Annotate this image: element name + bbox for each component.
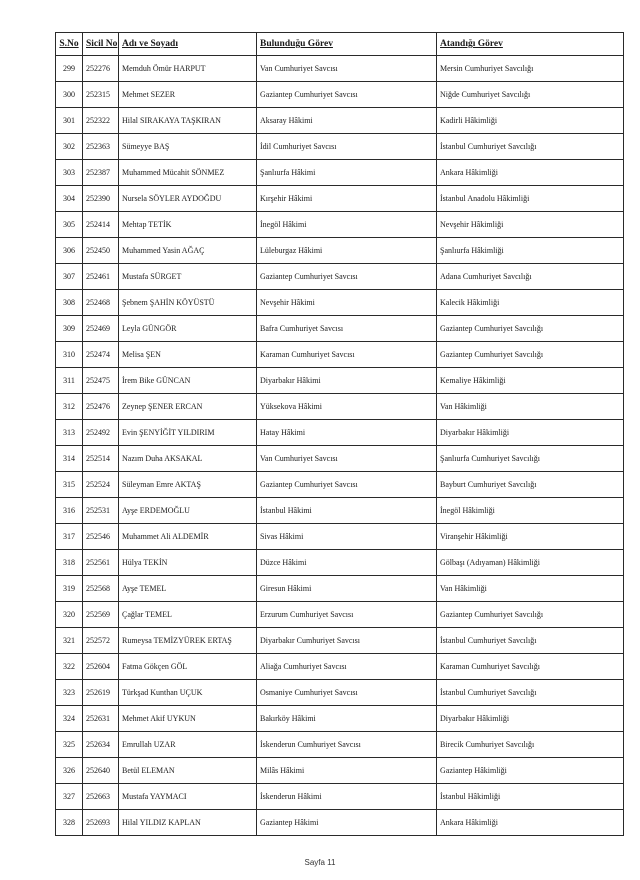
cell-sicil-no: 252546 [83, 524, 119, 550]
cell-sno: 318 [56, 550, 83, 576]
cell-sno: 311 [56, 368, 83, 394]
cell-name: Rumeysa TEMİZYÜREK ERTAŞ [119, 628, 257, 654]
cell-current-post: İdil Cumhuriyet Savcısı [257, 134, 437, 160]
cell-assigned-post: Diyarbakır Hâkimliği [437, 706, 624, 732]
cell-current-post: Gaziantep Cumhuriyet Savcısı [257, 82, 437, 108]
cell-assigned-post: Gaziantep Cumhuriyet Savcılığı [437, 342, 624, 368]
cell-name: Mehtap TETİK [119, 212, 257, 238]
cell-assigned-post: Adana Cumhuriyet Savcılığı [437, 264, 624, 290]
cell-assigned-post: İstanbul Hâkimliği [437, 784, 624, 810]
table-row [56, 654, 624, 680]
page-number: Sayfa 11 [304, 858, 336, 867]
table-row [56, 472, 624, 498]
cell-name: Hilal YILDIZ KAPLAN [119, 810, 257, 836]
cell-sicil-no: 252663 [83, 784, 119, 810]
cell-sno: 302 [56, 134, 83, 160]
cell-name: İrem Bike GÜNCAN [119, 368, 257, 394]
cell-assigned-post: Viranşehir Hâkimliği [437, 524, 624, 550]
table-row [56, 82, 624, 108]
cell-current-post: Hatay Hâkimi [257, 420, 437, 446]
cell-assigned-post: Gaziantep Hâkimliği [437, 758, 624, 784]
cell-name: Zeynep ŞENER ERCAN [119, 394, 257, 420]
cell-name: Mustafa SÜRGET [119, 264, 257, 290]
cell-assigned-post: Birecik Cumhuriyet Savcılığı [437, 732, 624, 758]
cell-assigned-post: Karaman Cumhuriyet Savcılığı [437, 654, 624, 680]
cell-sicil-no: 252387 [83, 160, 119, 186]
table-row [56, 810, 624, 836]
table-row [56, 628, 624, 654]
cell-name: Mehmet SEZER [119, 82, 257, 108]
table-row [56, 108, 624, 134]
cell-sicil-no: 252524 [83, 472, 119, 498]
cell-sicil-no: 252469 [83, 316, 119, 342]
cell-name: Leyla GÜNGÖR [119, 316, 257, 342]
cell-sno: 320 [56, 602, 83, 628]
cell-sno: 306 [56, 238, 83, 264]
cell-assigned-post: Kemaliye Hâkimliği [437, 368, 624, 394]
table-row [56, 758, 624, 784]
table-row [56, 576, 624, 602]
cell-current-post: Aksaray Hâkimi [257, 108, 437, 134]
header-name: Adı ve Soyadı [119, 33, 257, 56]
cell-sicil-no: 252450 [83, 238, 119, 264]
cell-assigned-post: Bayburt Cumhuriyet Savcılığı [437, 472, 624, 498]
cell-current-post: Giresun Hâkimi [257, 576, 437, 602]
table-row [56, 238, 624, 264]
cell-current-post: Gaziantep Hâkimi [257, 810, 437, 836]
cell-assigned-post: Şanlıurfa Cumhuriyet Savcılığı [437, 446, 624, 472]
cell-current-post: Van Cumhuriyet Savcısı [257, 56, 437, 82]
cell-sno: 305 [56, 212, 83, 238]
cell-assigned-post: Şanlıurfa Hâkimliği [437, 238, 624, 264]
cell-name: Melisa ŞEN [119, 342, 257, 368]
cell-sno: 328 [56, 810, 83, 836]
cell-assigned-post: Ankara Hâkimliği [437, 810, 624, 836]
table-row [56, 56, 624, 82]
header-row [56, 33, 624, 56]
cell-current-post: Bafra Cumhuriyet Savcısı [257, 316, 437, 342]
header-sno: S.No [56, 33, 83, 56]
cell-current-post: Diyarbakır Hâkimi [257, 368, 437, 394]
cell-current-post: Diyarbakır Cumhuriyet Savcısı [257, 628, 437, 654]
cell-sicil-no: 252561 [83, 550, 119, 576]
cell-current-post: Yüksekova Hâkimi [257, 394, 437, 420]
cell-current-post: Van Cumhuriyet Savcısı [257, 446, 437, 472]
cell-assigned-post: Van Hâkimliği [437, 576, 624, 602]
cell-sno: 303 [56, 160, 83, 186]
cell-sicil-no: 252572 [83, 628, 119, 654]
cell-sno: 326 [56, 758, 83, 784]
cell-assigned-post: Nevşehir Hâkimliği [437, 212, 624, 238]
cell-sno: 308 [56, 290, 83, 316]
table-row [56, 394, 624, 420]
cell-sno: 322 [56, 654, 83, 680]
cell-sno: 314 [56, 446, 83, 472]
cell-current-post: Nevşehir Hâkimi [257, 290, 437, 316]
cell-current-post: Lüleburgaz Hâkimi [257, 238, 437, 264]
table-row [56, 550, 624, 576]
cell-name: Hülya TEKİN [119, 550, 257, 576]
cell-sno: 307 [56, 264, 83, 290]
cell-name: Mustafa YAYMACI [119, 784, 257, 810]
cell-name: Nursela SÖYLER AYDOĞDU [119, 186, 257, 212]
cell-sicil-no: 252322 [83, 108, 119, 134]
cell-sicil-no: 252531 [83, 498, 119, 524]
table-row [56, 212, 624, 238]
table-row [56, 498, 624, 524]
cell-sno: 312 [56, 394, 83, 420]
cell-sno: 313 [56, 420, 83, 446]
cell-current-post: Erzurum Cumhuriyet Savcısı [257, 602, 437, 628]
cell-sicil-no: 252276 [83, 56, 119, 82]
cell-sicil-no: 252390 [83, 186, 119, 212]
cell-name: Süleyman Emre AKTAŞ [119, 472, 257, 498]
cell-sno: 317 [56, 524, 83, 550]
cell-current-post: Şanlıurfa Hâkimi [257, 160, 437, 186]
table-row [56, 342, 624, 368]
cell-name: Ayşe ERDEMOĞLU [119, 498, 257, 524]
cell-current-post: İnegöl Hâkimi [257, 212, 437, 238]
cell-assigned-post: İstanbul Cumhuriyet Savcılığı [437, 628, 624, 654]
cell-assigned-post: İnegöl Hâkimliği [437, 498, 624, 524]
cell-name: Betül ELEMAN [119, 758, 257, 784]
cell-name: Türkşad Kunthan UÇUK [119, 680, 257, 706]
cell-assigned-post: İstanbul Cumhuriyet Savcılığı [437, 680, 624, 706]
cell-current-post: Kırşehir Hâkimi [257, 186, 437, 212]
cell-name: Çağlar TEMEL [119, 602, 257, 628]
cell-assigned-post: Diyarbakır Hâkimliği [437, 420, 624, 446]
cell-assigned-post: Gaziantep Cumhuriyet Savcılığı [437, 602, 624, 628]
assignment-table [55, 32, 624, 836]
cell-current-post: Düzce Hâkimi [257, 550, 437, 576]
cell-current-post: Osmaniye Cumhuriyet Savcısı [257, 680, 437, 706]
cell-name: Hilal SIRAKAYA TAŞKIRAN [119, 108, 257, 134]
cell-sicil-no: 252693 [83, 810, 119, 836]
cell-assigned-post: İstanbul Cumhuriyet Savcılığı [437, 134, 624, 160]
cell-sno: 321 [56, 628, 83, 654]
cell-sicil-no: 252514 [83, 446, 119, 472]
table-row [56, 706, 624, 732]
cell-sicil-no: 252569 [83, 602, 119, 628]
cell-current-post: Bakırköy Hâkimi [257, 706, 437, 732]
table-row [56, 134, 624, 160]
cell-name: Fatma Gökçen GÖL [119, 654, 257, 680]
cell-sno: 315 [56, 472, 83, 498]
cell-sno: 310 [56, 342, 83, 368]
cell-sicil-no: 252315 [83, 82, 119, 108]
cell-current-post: Gaziantep Cumhuriyet Savcısı [257, 264, 437, 290]
cell-name: Emrullah UZAR [119, 732, 257, 758]
cell-name: Sümeyye BAŞ [119, 134, 257, 160]
cell-current-post: İskenderun Hâkimi [257, 784, 437, 810]
table-row [56, 316, 624, 342]
cell-sno: 301 [56, 108, 83, 134]
table-row [56, 160, 624, 186]
cell-sicil-no: 252631 [83, 706, 119, 732]
cell-sicil-no: 252568 [83, 576, 119, 602]
cell-sicil-no: 252468 [83, 290, 119, 316]
cell-sno: 309 [56, 316, 83, 342]
cell-sicil-no: 252619 [83, 680, 119, 706]
cell-sno: 327 [56, 784, 83, 810]
table-row [56, 524, 624, 550]
cell-sno: 304 [56, 186, 83, 212]
cell-sicil-no: 252475 [83, 368, 119, 394]
cell-assigned-post: Gaziantep Cumhuriyet Savcılığı [437, 316, 624, 342]
cell-sno: 316 [56, 498, 83, 524]
cell-sno: 299 [56, 56, 83, 82]
cell-name: Ayşe TEMEL [119, 576, 257, 602]
cell-name: Mehmet Akif UYKUN [119, 706, 257, 732]
cell-sicil-no: 252363 [83, 134, 119, 160]
cell-assigned-post: İstanbul Anadolu Hâkimliği [437, 186, 624, 212]
cell-sicil-no: 252414 [83, 212, 119, 238]
cell-name: Nazım Duha AKSAKAL [119, 446, 257, 472]
cell-sno: 319 [56, 576, 83, 602]
cell-sno: 300 [56, 82, 83, 108]
header-current-post: Bulunduğu Görev [257, 33, 437, 56]
cell-sno: 324 [56, 706, 83, 732]
cell-current-post: Karaman Cumhuriyet Savcısı [257, 342, 437, 368]
cell-current-post: Milâs Hâkimi [257, 758, 437, 784]
table-header [56, 33, 624, 56]
cell-sicil-no: 252640 [83, 758, 119, 784]
table-row [56, 680, 624, 706]
cell-name: Muhammet Ali ALDEMİR [119, 524, 257, 550]
cell-current-post: İskenderun Cumhuriyet Savcısı [257, 732, 437, 758]
cell-assigned-post: Kalecik Hâkimliği [437, 290, 624, 316]
cell-current-post: Aliağa Cumhuriyet Savcısı [257, 654, 437, 680]
cell-name: Şebnem ŞAHİN KÖYÜSTÜ [119, 290, 257, 316]
table-row [56, 602, 624, 628]
cell-name: Evin ŞENYİĞİT YILDIRIM [119, 420, 257, 446]
cell-current-post: İstanbul Hâkimi [257, 498, 437, 524]
table-row [56, 368, 624, 394]
cell-assigned-post: Gölbaşı (Adıyaman) Hâkimliği [437, 550, 624, 576]
cell-sicil-no: 252634 [83, 732, 119, 758]
table-row [56, 264, 624, 290]
cell-sicil-no: 252461 [83, 264, 119, 290]
table-row [56, 186, 624, 212]
cell-sicil-no: 252492 [83, 420, 119, 446]
cell-sno: 325 [56, 732, 83, 758]
header-sicil-no: Sicil No [83, 33, 119, 56]
cell-assigned-post: Van Hâkimliği [437, 394, 624, 420]
cell-assigned-post: Kadirli Hâkimliği [437, 108, 624, 134]
cell-sicil-no: 252474 [83, 342, 119, 368]
table-body [56, 56, 624, 836]
cell-current-post: Sivas Hâkimi [257, 524, 437, 550]
header-assigned-post: Atandığı Görev [437, 33, 624, 56]
cell-name: Memduh Ömür HARPUT [119, 56, 257, 82]
cell-sicil-no: 252604 [83, 654, 119, 680]
cell-name: Muhammed Mücahit SÖNMEZ [119, 160, 257, 186]
table-row [56, 446, 624, 472]
table-row [56, 784, 624, 810]
cell-current-post: Gaziantep Cumhuriyet Savcısı [257, 472, 437, 498]
table-row [56, 420, 624, 446]
table-row [56, 732, 624, 758]
cell-assigned-post: Mersin Cumhuriyet Savcılığı [437, 56, 624, 82]
cell-sicil-no: 252476 [83, 394, 119, 420]
table-row [56, 290, 624, 316]
cell-name: Muhammed Yasin AĞAÇ [119, 238, 257, 264]
cell-assigned-post: Ankara Hâkimliği [437, 160, 624, 186]
cell-sno: 323 [56, 680, 83, 706]
cell-assigned-post: Niğde Cumhuriyet Savcılığı [437, 82, 624, 108]
